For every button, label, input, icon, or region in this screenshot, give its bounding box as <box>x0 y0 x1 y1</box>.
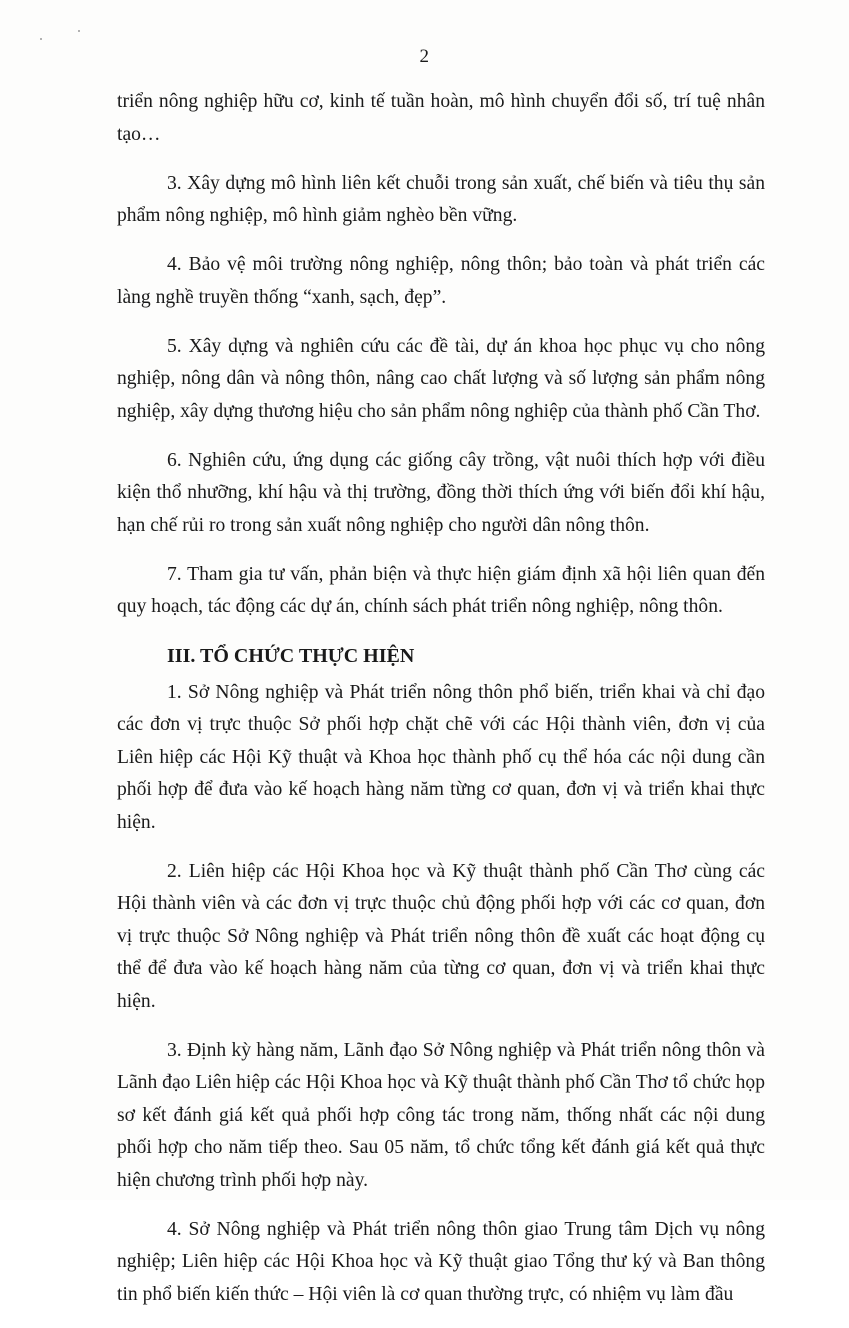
section-paragraph-1: 1. Sở Nông nghiệp và Phát triển nông thôn phổ biến, triển khai và chỉ đạo các đơn vị trực thuộc Sở phối hợp chặt chẽ với các Hội thành viên, đơn vị của Liên hiệp các Hội Kỹ thuật và Khoa học thành phố cụ thể hóa các nội dung cần phối hợp để đưa vào kế hoạch hàng năm từng cơ quan, đơn vị và triển khai thực hiện. <box>117 681 765 833</box>
section-paragraph-4: 4. Sở Nông nghiệp và Phát triển nông thôn giao Trung tâm Dịch vụ nông nghiệp; Liên hiệp các Hội Khoa học và Kỹ thuật giao Tổng thư ký và Ban thông tin phổ biến kiến thức – Hội viên là cơ quan thường trực, có nhiệm vụ làm đầu <box>117 1218 765 1305</box>
paragraph-item-7: 7. Tham gia tư vấn, phản biện và thực hiện giám định xã hội liên quan đến quy hoạch, tác động các dự án, chính sách phát triển nông nghiệp, nông thôn. <box>117 563 765 617</box>
paragraph-item-4: 4. Bảo vệ môi trường nông nghiệp, nông thôn; bảo toàn và phát triển các làng nghề truyền thống “xanh, sạch, đẹp”. <box>117 254 765 308</box>
page-number: 2 <box>419 46 430 67</box>
scan-speck <box>78 30 80 32</box>
section-heading: III. TỔ CHỨC THỰC HIỆN <box>167 645 415 667</box>
paragraph-item-3: 3. Xây dựng mô hình liên kết chuỗi trong sản xuất, chế biến và tiêu thụ sản phẩm nông nghiệp, mô hình giảm nghèo bền vững. <box>117 172 765 226</box>
section-paragraph-2: 2. Liên hiệp các Hội Khoa học và Kỹ thuật thành phố Cần Thơ cùng các Hội thành viên và các đơn vị trực thuộc chủ động phối hợp với các cơ quan, đơn vị trực thuộc Sở Nông nghiệp và Phát triển nông thôn đề xuất các hoạt động cụ thể để đưa vào kế hoạch hàng năm của từng cơ quan, đơn vị và triển khai thực hiện. <box>117 860 765 1012</box>
section-paragraph-3: 3. Định kỳ hàng năm, Lãnh đạo Sở Nông nghiệp và Phát triển nông thôn và Lãnh đạo Liên hiệp các Hội Khoa học và Kỹ thuật thành phố Cần Thơ tổ chức họp sơ kết đánh giá kết quả phối hợp công tác trong năm, thống nhất các nội dung phối hợp cho năm tiếp theo. Sau 05 năm, tổ chức tổng kết đánh giá kết quả thực hiện chương trình phối hợp này. <box>117 1039 765 1191</box>
document-body <box>117 86 765 1328</box>
paragraph-continuation: triển nông nghiệp hữu cơ, kinh tế tuần hoàn, mô hình chuyển đổi số, trí tuệ nhân tạo… <box>117 91 765 145</box>
scan-speck <box>40 38 42 40</box>
paragraph-item-5: 5. Xây dựng và nghiên cứu các đề tài, dự án khoa học phục vụ cho nông nghiệp, nông dân và nông thôn, nâng cao chất lượng và số lượng sản phẩm nông nghiệp, xây dựng thương hiệu cho sản phẩm nông nghiệp của thành phố Cần Thơ. <box>117 335 765 422</box>
paragraph-item-6: 6. Nghiên cứu, ứng dụng các giống cây trồng, vật nuôi thích hợp với điều kiện thổ nhưỡng, khí hậu và thị trường, đồng thời thích ứng với biến đổi khí hậu, hạn chế rủi ro trong sản xuất nông nghiệp cho người dân nông thôn. <box>117 449 765 536</box>
